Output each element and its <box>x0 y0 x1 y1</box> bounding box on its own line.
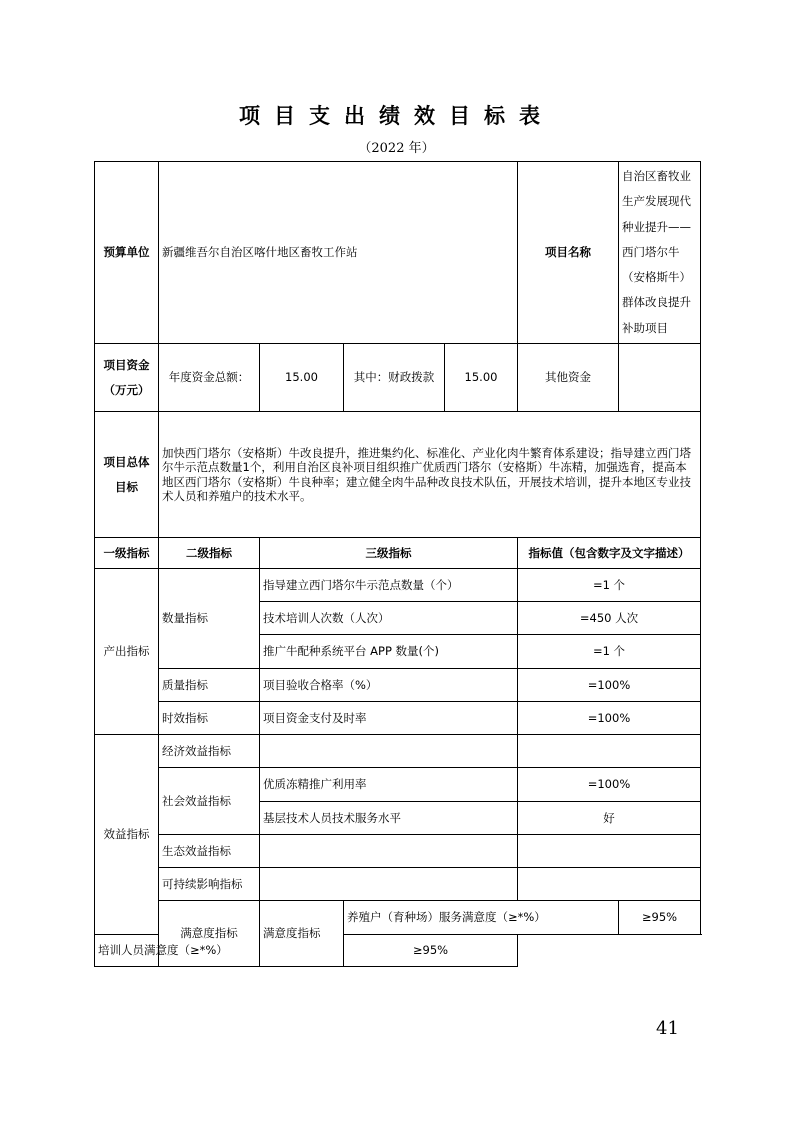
column-header-row <box>95 538 701 569</box>
project-name-label: 项目名称 <box>518 162 619 344</box>
indicator-value: ≥95% <box>344 935 518 967</box>
indicator-value: 好 <box>518 802 701 835</box>
overall-goal-row <box>95 412 701 538</box>
indicator-name: 养殖户（育种场）服务满意度（≥*%） <box>344 901 619 935</box>
indicator-name: 指导建立西门塔尔牛示范点数量（个） <box>260 569 518 602</box>
indicator-name: 项目资金支付及时率 <box>260 702 518 735</box>
table-row <box>95 735 701 768</box>
sub-sustainable: 可持续影响指标 <box>159 868 260 901</box>
indicator-value <box>518 835 701 868</box>
indicator-name: 优质冻精推广利用率 <box>260 768 518 802</box>
page-title: 项目支出绩效目标表 <box>239 104 554 128</box>
year-label: （2022 年） <box>358 141 435 156</box>
budget-unit-label: 预算单位 <box>95 162 159 344</box>
indicator-name: 基层技术人员技术服务水平 <box>260 802 518 835</box>
col-level2: 二级指标 <box>159 538 260 569</box>
funds-row <box>95 344 701 412</box>
group-output: 产出指标 <box>95 569 159 735</box>
table-row <box>95 569 701 602</box>
indicator-name <box>260 868 518 901</box>
indicator-value: =1 个 <box>518 569 701 602</box>
indicator-name <box>260 835 518 868</box>
indicator-value: =100% <box>518 768 701 802</box>
table-row <box>95 868 701 901</box>
project-name-value: 自治区畜牧业生产发展现代种业提升——西门塔尔牛（安格斯牛）群体改良提升补助项目 <box>619 162 701 344</box>
indicator-name: 技术培训人次数（人次） <box>260 602 518 635</box>
indicator-name: 推广牛配种系统平台 APP 数量(个) <box>260 635 518 669</box>
header-row <box>95 162 701 344</box>
indicator-name: 培训人员满意度（≥*%） <box>95 935 344 967</box>
page-number: 41 <box>656 1018 679 1039</box>
group-benefit: 效益指标 <box>95 735 159 935</box>
table-row <box>95 901 701 935</box>
indicator-value: =450 人次 <box>518 602 701 635</box>
col-level1: 一级指标 <box>95 538 159 569</box>
overall-goal-label: 项目总体目标 <box>95 412 159 538</box>
indicator-name: 项目验收合格率（%） <box>260 669 518 702</box>
annual-total-value: 15.00 <box>260 344 344 412</box>
table-row <box>95 768 701 802</box>
sub-satisfaction: 满意度指标 <box>260 901 344 967</box>
indicator-value: =100% <box>518 669 701 702</box>
indicator-value: =1 个 <box>518 635 701 669</box>
table-row <box>95 702 701 735</box>
other-funds-value <box>619 344 701 412</box>
budget-unit-value: 新疆维吾尔自治区喀什地区畜牧工作站 <box>159 162 518 344</box>
sub-quantity: 数量指标 <box>159 569 260 669</box>
sub-ecological: 生态效益指标 <box>159 835 260 868</box>
indicator-value: =100% <box>518 702 701 735</box>
fiscal-value: 15.00 <box>445 344 518 412</box>
fiscal-label: 其中：财政拨款 <box>344 344 445 412</box>
table-row <box>95 835 701 868</box>
indicator-name <box>260 735 518 768</box>
sub-economic: 经济效益指标 <box>159 735 260 768</box>
performance-table <box>94 161 701 967</box>
indicator-value <box>518 735 701 768</box>
group-satisfaction: 满意度指标 <box>159 901 260 967</box>
annual-total-label: 年度资金总额： <box>159 344 260 412</box>
col-value: 指标值（包含数字及文字描述） <box>518 538 701 569</box>
indicator-value: ≥95% <box>619 901 701 935</box>
overall-goal-text: 加快西门塔尔（安格斯）牛改良提升，推进集约化、标准化、产业化肉牛繁育体系建设；指导建立西门塔尔牛示范点数量1个，利用自治区良补项目组织推广优质西门塔尔（安格斯）牛冻精，加强选育，提高本地区西门塔尔（安格斯）牛良种率；建立健全肉牛品种改良技术队伍，开展技术培训，提升本地区专业技术人员和养殖户的技术水平。 <box>159 412 701 538</box>
indicator-value <box>518 868 701 901</box>
sub-timeliness: 时效指标 <box>159 702 260 735</box>
col-level3: 三级指标 <box>260 538 518 569</box>
other-funds-label: 其他资金 <box>518 344 619 412</box>
funds-label: 项目资金（万元） <box>95 344 159 412</box>
table-row <box>95 669 701 702</box>
sub-social: 社会效益指标 <box>159 768 260 835</box>
sub-quality: 质量指标 <box>159 669 260 702</box>
